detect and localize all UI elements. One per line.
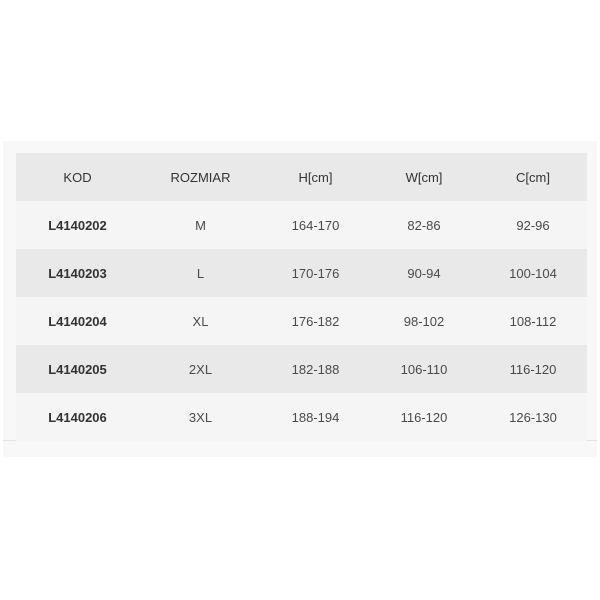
table-row xyxy=(16,297,587,345)
table-row xyxy=(16,201,587,249)
cell-size: XL xyxy=(192,313,209,329)
cell-code: L4140206 xyxy=(48,409,107,425)
cell-chest: 100-104 xyxy=(509,265,557,281)
cell-size: 3XL xyxy=(188,409,213,425)
table-row xyxy=(16,393,587,441)
cell-waist: 82-86 xyxy=(407,217,441,233)
cell-chest: 108-112 xyxy=(509,313,557,329)
table-row xyxy=(16,345,587,393)
cell-code: L4140202 xyxy=(48,217,107,233)
cell-height: 188-194 xyxy=(291,409,340,425)
cell-chest: 92-96 xyxy=(516,217,550,233)
cell-height: 164-170 xyxy=(291,217,340,233)
cell-waist: 116-120 xyxy=(400,409,448,425)
size-chart-table xyxy=(16,153,587,441)
cell-chest: 116-120 xyxy=(509,361,557,377)
cell-chest: 126-130 xyxy=(509,409,557,425)
cell-size: L xyxy=(196,265,205,281)
cell-height: 170-176 xyxy=(291,265,340,281)
cell-size: M xyxy=(195,217,206,233)
cell-code: L4140204 xyxy=(48,313,107,329)
cell-size: 2XL xyxy=(188,361,213,377)
cell-waist: 90-94 xyxy=(407,265,441,281)
column-header-kod: KOD xyxy=(63,169,92,185)
column-header-height: H[cm] xyxy=(298,169,333,185)
column-header-waist: W[cm] xyxy=(405,169,443,185)
cell-height: 182-188 xyxy=(291,361,340,377)
cell-code: L4140205 xyxy=(48,361,107,377)
table-header-row xyxy=(16,153,587,201)
cell-waist: 106-110 xyxy=(400,361,448,377)
column-header-rozmiar: ROZMIAR xyxy=(170,169,231,185)
column-header-chest: C[cm] xyxy=(516,169,550,185)
table-row xyxy=(16,249,587,297)
cell-height: 176-182 xyxy=(291,313,340,329)
cell-waist: 98-102 xyxy=(403,313,445,329)
cell-code: L4140203 xyxy=(48,265,107,281)
